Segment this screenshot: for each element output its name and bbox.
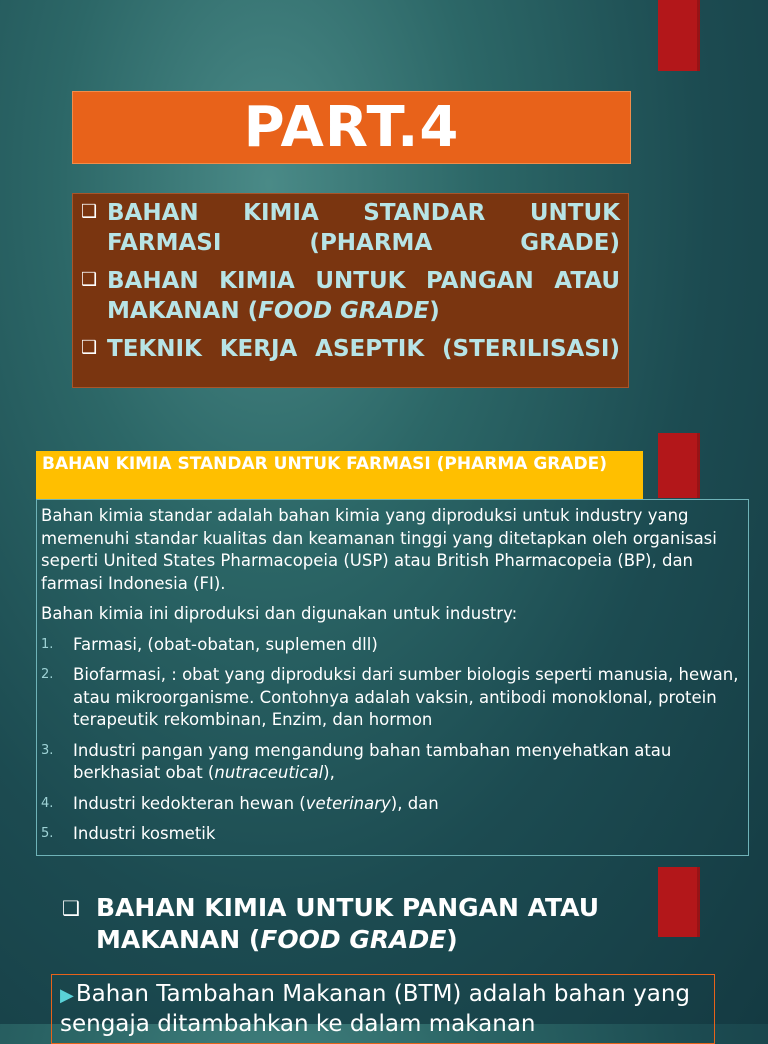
- list-item: 3. Industri pangan yang mengandung bahan tambahan menyehatkan atau berkhasiat obat (nutraceutical),: [41, 740, 672, 782]
- topic-text: BAHAN KIMIA STANDAR UNTUK FARMASI (PHARMA GRADE): [107, 200, 620, 256]
- topic-text: TEKNIK KERJA ASEPTIK (STERILISASI): [107, 336, 620, 362]
- list-item: 1. Farmasi, (obat-obatan, suplemen dll): [41, 634, 378, 654]
- checkbox-bullet-icon: ❑: [81, 337, 98, 358]
- topic-item: [81, 266, 620, 326]
- slide-title: PART.4: [72, 91, 631, 164]
- topics-list: [72, 193, 629, 388]
- topic-item: [81, 334, 620, 364]
- checkbox-bullet-icon: ❑: [62, 896, 80, 920]
- list-item: 4. Industri kedokteran hewan (veterinary), dan: [41, 793, 439, 813]
- decor-red-bar-top: [658, 0, 700, 71]
- btm-definition: ▶Bahan Tambahan Makanan (BTM) adalah bahan yang sengaja ditambahkan ke dalam makanan: [60, 981, 691, 1037]
- decor-red-bar-bottom: [658, 867, 700, 937]
- decor-red-bar-middle: [658, 433, 700, 498]
- usage-paragraph: Bahan kimia ini diproduksi dan digunakan untuk industry:: [41, 604, 518, 623]
- topic-item: [81, 198, 620, 258]
- section-heading-food: [62, 892, 662, 956]
- industry-list: [41, 634, 741, 846]
- topic-text: BAHAN KIMIA UNTUK PANGAN ATAU MAKANAN (FOOD GRADE): [107, 268, 620, 324]
- list-item: 5. Industri kosmetik: [41, 824, 216, 843]
- triangle-bullet-icon: ▶: [60, 985, 74, 1006]
- section-heading-text: BAHAN KIMIA UNTUK PANGAN ATAU MAKANAN (FOOD GRADE): [96, 893, 600, 954]
- checkbox-bullet-icon: ❑: [81, 201, 98, 222]
- section-heading-pharma: BAHAN KIMIA STANDAR UNTUK FARMASI (PHARMA GRADE): [36, 451, 643, 499]
- section-content: [41, 505, 741, 854]
- list-item: 2. Biofarmasi, : obat yang diproduksi dari sumber biologis seperti manusia, hewan, atau mikroorganisme. Contohnya adalah vaksin, antibodi monoklonal, protein terapeutik rekombinan, Enzim, dan hormon: [41, 665, 739, 729]
- definition-paragraph: Bahan kimia standar adalah bahan kimia yang diproduksi untuk industry yang memenuhi standar kualitas dan keamanan tinggi yang ditetapkan oleh organisasi seperti United States Pharmacopeia (USP) atau British Pharmacopeia (BP), dan farmasi Indonesia (FI).: [41, 506, 717, 593]
- checkbox-bullet-icon: ❑: [81, 269, 98, 290]
